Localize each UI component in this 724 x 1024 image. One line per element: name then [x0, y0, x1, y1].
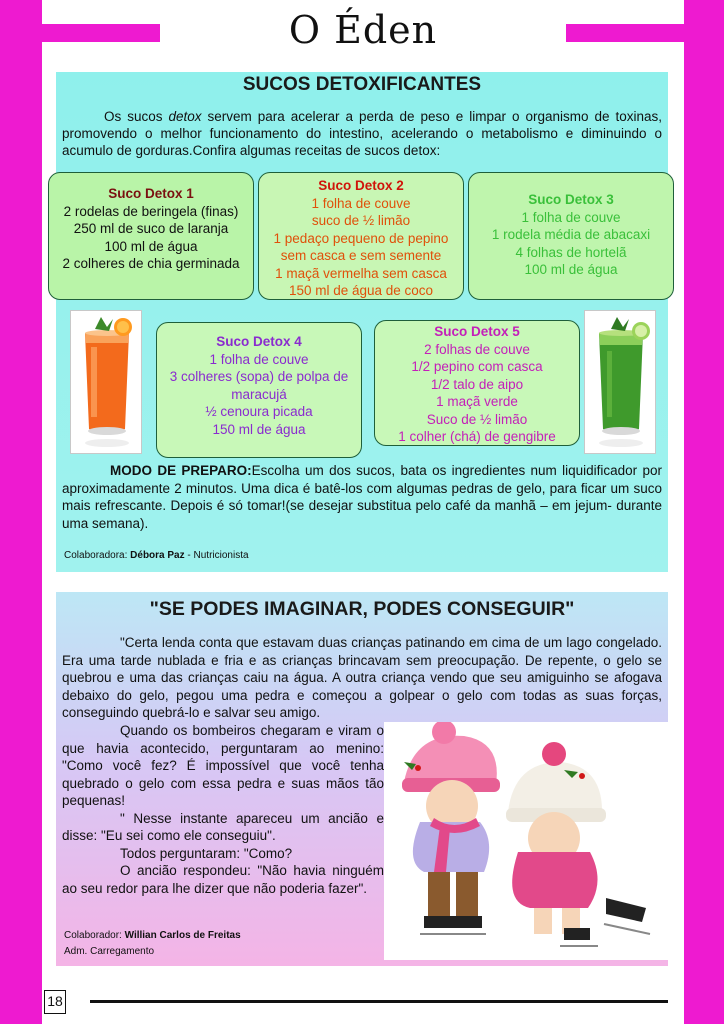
orange-juice-image	[70, 310, 142, 454]
skating-children-icon	[384, 722, 668, 960]
header-bar-left	[42, 24, 160, 42]
recipe-line: 4 folhas de hortelã	[515, 244, 627, 260]
recipe-line: 1 folha de couve	[311, 195, 411, 211]
recipe-line: 1 rodela média de abacaxi	[491, 227, 651, 242]
right-magenta-border	[684, 0, 724, 1024]
recipe-line: 2 rodelas de beringela (finas)	[63, 203, 239, 219]
recipe-line: sem casca e sem semente	[280, 248, 442, 263]
recipe-title: Suco Detox 5	[434, 324, 520, 339]
recipe-title: Suco Detox 3	[528, 192, 614, 207]
recipe-line: 150 ml de água	[212, 421, 306, 437]
magazine-title: O Éden	[288, 8, 438, 52]
recipe-line: 150 ml de água de coco	[288, 283, 434, 298]
story-paragraph-1: "Certa lenda conta que estavam duas crianças patinando em cima de um lago congelado. Era uma tarde nublada e fria e as crianças brincavam sem preocupação. De repente, o gelo se quebrou e uma das crianças caiu na água. A outra criança vendo que seu amiguinho se afogava debaixo do gelo, pegou uma pedra e começou a golpear o gelo com todas as suas forças, conseguindo quebrá-lo e salvar seu amigo.	[62, 635, 662, 720]
recipe-line: 1 colher (chá) de gengibre	[398, 429, 556, 444]
recipe-line: 3 colheres (sopa) de polpa de	[169, 369, 349, 384]
header-bar-right	[566, 24, 684, 42]
recipe-card-4	[156, 322, 362, 458]
recipe-card-5	[374, 320, 580, 446]
green-juice-glass-icon	[585, 311, 657, 455]
story-paragraph-4: Todos perguntaram: "Como?	[120, 845, 293, 861]
recipe-title: Suco Detox 4	[216, 334, 302, 349]
story-section	[56, 592, 668, 966]
recipe-line: 1 folha de couve	[521, 209, 621, 225]
recipe-card-3	[468, 172, 674, 300]
footer-divider	[90, 1000, 668, 1003]
nutritionist-credit: Colaboradora: Débora Paz - Nutricionista	[64, 550, 249, 561]
orange-juice-glass-icon	[71, 311, 143, 455]
preparation-text: MODO DE PREPARO:Escolha um dos sucos, bata os ingredientes num liquidificador por aproximadamente 2 minutos. Uma dica é batê-los com algumas pedras de gelo, para ficar um suco mais refrescante. Depois é só tomar!(se desejar substitua pelo café da manhã – em jejum- durante uma semana).	[62, 463, 662, 531]
recipe-title: Suco Detox 1	[108, 186, 194, 201]
left-magenta-border	[0, 0, 42, 1024]
recipe-line: maracujá	[231, 386, 287, 402]
story-paragraph-5: O ancião respondeu: "Não havia ninguém ao seu redor para lhe dizer que não poderia fazer".	[62, 863, 384, 896]
story-continuation	[62, 722, 384, 897]
recipe-line: 1 pedaço pequeno de pepino	[273, 230, 449, 246]
skating-children-illustration	[384, 722, 668, 960]
recipe-line: 1 maçã vermelha sem casca	[275, 265, 447, 281]
detox-section-title: SUCOS DETOXIFICANTES	[242, 74, 482, 95]
recipe-line: suco de ½ limão	[311, 213, 411, 228]
recipe-title: Suco Detox 2	[318, 178, 404, 193]
author-credit: Colaborador: Willian Carlos de Freitas Adm. Carregamento	[64, 928, 241, 960]
recipe-line: ½ cenoura picada	[205, 404, 313, 419]
recipe-line: 100 ml de água	[104, 238, 198, 254]
recipe-line: 2 colheres de chia germinada	[62, 256, 240, 271]
recipe-line: 100 ml de água	[524, 262, 618, 277]
recipe-line: 2 folhas de couve	[424, 341, 530, 357]
page-number: 18	[44, 990, 66, 1014]
recipe-line: 250 ml de suco de laranja	[73, 221, 229, 236]
recipe-line: Suco de ½ limão	[426, 411, 528, 427]
green-juice-image	[584, 310, 656, 454]
story-paragraph-2: Quando os bombeiros chegaram e viram o que havia acontecido, perguntaram ao menino: "Como você fez? É impossível que você tenha quebrado o gelo com essa pedra e suas mãos tão pequenas!	[62, 723, 384, 808]
recipe-card-2	[258, 172, 464, 300]
author-role: Adm. Carregamento	[64, 946, 155, 957]
recipe-line: 1/2 pepino com casca	[411, 359, 543, 374]
detox-section	[56, 72, 668, 572]
detox-intro: Os sucos detox servem para acelerar a perda de peso e limpar o organismo de toxinas, promovendo o melhor funcionamento do intestino, acelerando o metabolismo e diminuindo o acumulo de gorduras.Confira algumas receitas de sucos detox:	[62, 109, 662, 158]
story-paragraph-3: " Nesse instante apareceu um ancião e disse: "Eu sei como ele conseguiu".	[62, 810, 384, 843]
story-section-title: "SE PODES IMAGINAR, PODES CONSEGUIR"	[149, 598, 575, 620]
recipe-line: 1 maçã verde	[436, 394, 518, 409]
recipe-card-1	[48, 172, 254, 300]
recipe-line: 1/2 talo de aipo	[430, 376, 524, 392]
recipe-line: 1 folha de couve	[209, 351, 309, 367]
